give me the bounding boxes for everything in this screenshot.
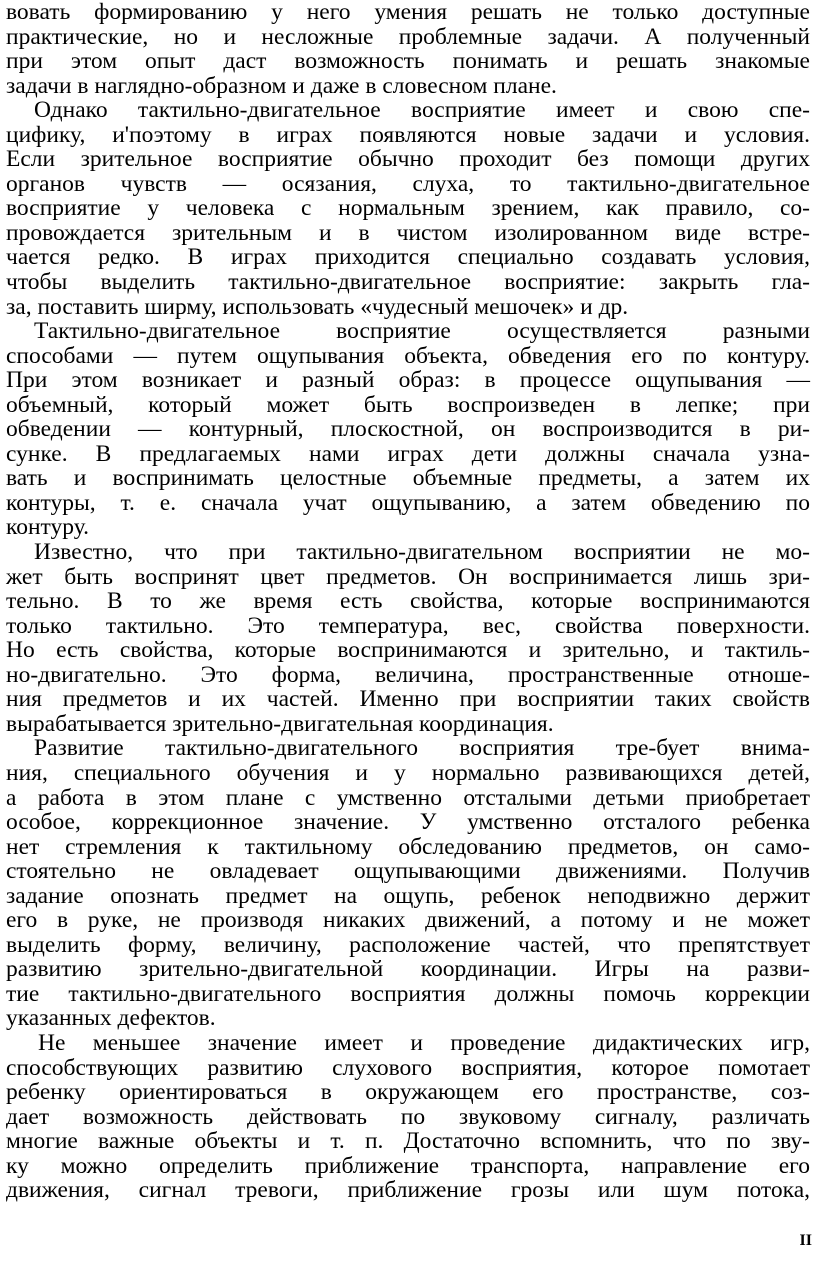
text-line: Если зрительное восприятие обычно проходит без помощи других — [6, 146, 810, 173]
text-line: чается редко. В играх приходится специально создавать условия, — [6, 244, 810, 271]
text-line: провождается зрительным и в чистом изолированном виде встре- — [6, 219, 810, 246]
text-line: выделить форму, величину, расположение частей, что препятствует — [6, 931, 810, 958]
text-line: задание опознать предмет на ощупь, ребенок неподвижно держит — [6, 882, 810, 909]
text-line: контуру. — [6, 514, 89, 541]
text-line: цифику, и'поэтому в играх появляются новые задачи и условия. — [6, 121, 810, 148]
text-line: развитию зрительно-двигательной координации. Игры на разви- — [6, 956, 810, 983]
text-line: восприятие у человека с нормальным зрением, как правило, со- — [6, 195, 810, 222]
text-line: вать и воспринимать целостные объемные предметы, а затем их — [6, 465, 810, 492]
text-line: органов чувств — осязания, слуха, то тактильно-двигательное — [6, 170, 810, 197]
text-line: ребенку ориентироваться в окружающем его пространстве, соз- — [6, 1079, 810, 1106]
text-line: Однако тактильно-двигательное восприятие имеет и свою спе- — [34, 97, 810, 124]
text-line: а работа в этом плане с умственно отсталыми детьми приобретает — [6, 784, 810, 811]
text-line: сунке. В предлагаемых нами играх дети должны сначала узна- — [6, 440, 810, 467]
text-line: тельно. В то же время есть свойства, которые воспринимаются — [6, 588, 810, 615]
text-line: вырабатывается зрительно-двигательная координация. — [6, 710, 554, 737]
text-line: особое, коррекционное значение. У умственно отсталого ребенка — [6, 809, 810, 836]
text-line: но-двигательно. Это форма, величина, пространственные отноше- — [6, 661, 810, 688]
text-line: нет стремления к тактильному обследованию предметов, он само- — [6, 833, 810, 860]
text-line: объемный, который может быть воспроизведен в лепке; при — [6, 391, 810, 418]
text-line: жет быть воспринят цвет предметов. Он воспринимается лишь зри- — [6, 563, 810, 590]
text-line: ку можно определить приближение транспорта, направление его — [6, 1152, 810, 1179]
text-line: тие тактильно-двигательного восприятия должны помочь коррекции — [6, 980, 810, 1007]
text-line: Развитие тактильно-двигательного восприятия тре-бует внима- — [34, 735, 810, 762]
text-line: при этом опыт даст возможность понимать и решать знакомые — [6, 48, 810, 75]
paragraph-6 — [6, 1031, 810, 1203]
text-line: многие важные объекты и т. п. Достаточно вспомнить, что по зву- — [6, 1128, 810, 1155]
text-line: за, поставить ширму, использовать «чудесный мешочек» и др. — [6, 293, 629, 320]
text-line: дает возможность действовать по звуковому сигналу, различать — [6, 1103, 810, 1130]
text-line: ния предметов и их частей. Именно при восприятии таких свойств — [6, 686, 810, 713]
text-line: чтобы выделить тактильно-двигательное восприятие: закрыть гла- — [6, 269, 810, 296]
text-line: обведении — контурный, плоскостной, он воспроизводится в ри- — [6, 416, 810, 443]
page-number: II — [799, 1232, 812, 1249]
paragraph-2 — [6, 98, 810, 319]
text-line: Не меньшее значение имеет и проведение дидактических игр, — [38, 1029, 810, 1056]
paragraph-5 — [6, 736, 810, 1031]
text-line: Но есть свойства, которые воспринимаются и зрительно, и тактиль- — [6, 637, 810, 664]
text-line: Известно, что при тактильно-двигательном восприятии не мо- — [34, 539, 810, 566]
text-line: ния, специального обучения и у нормально развивающихся детей, — [6, 759, 810, 786]
text-line: способствующих развитию слухового восприятия, которое помотает — [6, 1054, 810, 1081]
text-line: контуры, т. е. сначала учат ощупыванию, а затем обведению по — [6, 489, 810, 516]
paragraph-1 — [6, 0, 810, 98]
text-line: стоятельно не овладевает ощупывающими движениями. Получив — [6, 858, 810, 885]
text-line: практические, но и несложные проблемные задачи. А полученный — [6, 23, 810, 50]
text-line: указанных дефектов. — [6, 1005, 216, 1032]
paragraph-4 — [6, 540, 810, 736]
text-line: способами — путем ощупывания объекта, обведения его по контуру. — [6, 342, 810, 369]
text-line: движения, сигнал тревоги, приближение грозы или шум потока, — [6, 1177, 810, 1204]
text-line: вовать формированию у него умения решать не только доступные — [6, 0, 810, 25]
text-line: его в руке, не производя никаких движений, а потому и не может — [6, 907, 810, 934]
document-page — [6, 0, 810, 1203]
text-line: При этом возникает и разный образ: в процессе ощупывания — — [6, 367, 810, 394]
paragraph-3 — [6, 319, 810, 540]
text-line: Тактильно-двигательное восприятие осуществляется разными — [34, 318, 810, 345]
text-line: только тактильно. Это температура, вес, свойства поверхности. — [6, 612, 810, 639]
text-line: задачи в наглядно-образном и даже в словесном плане. — [6, 72, 557, 99]
